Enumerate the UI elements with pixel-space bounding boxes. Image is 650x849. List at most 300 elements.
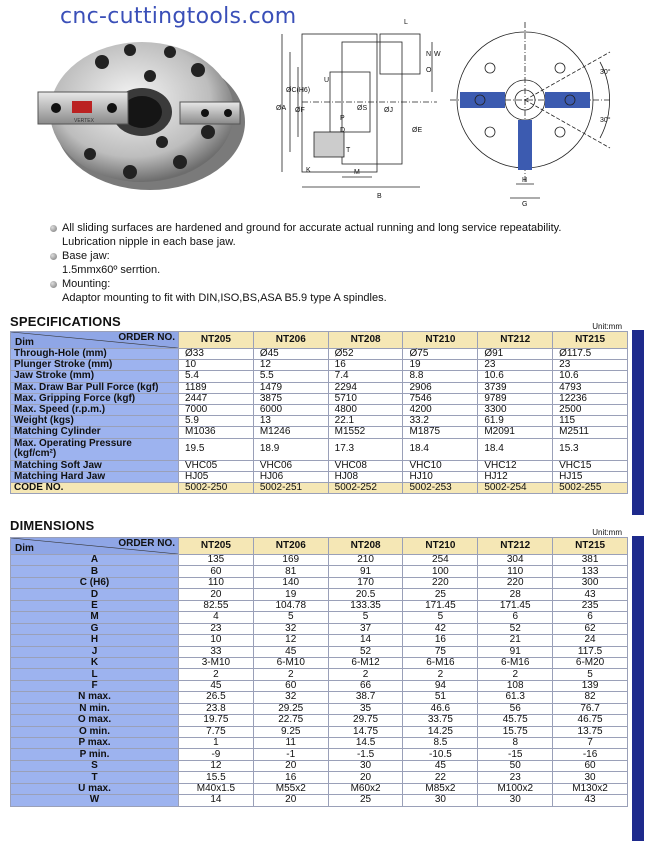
label-N: N	[426, 51, 432, 58]
table-cell: 4200	[403, 404, 478, 415]
dim-label: Dim	[15, 543, 34, 554]
row-label: Matching Soft Jaw	[11, 460, 179, 471]
table-cell: VHC06	[253, 460, 328, 471]
table-cell: 16	[253, 772, 328, 783]
specifications-unit: Unit:mm	[592, 322, 622, 331]
table-cell: 300	[553, 577, 628, 588]
table-cell: 108	[478, 680, 553, 691]
table-cell: 2294	[328, 382, 403, 393]
table-cell: 45	[253, 646, 328, 657]
row-label: H	[11, 635, 179, 646]
label-G: G	[522, 201, 528, 207]
table-cell: 170	[328, 577, 403, 588]
table-cell: 32	[253, 692, 328, 703]
side-accent-bar	[632, 536, 644, 841]
table-cell: -16	[553, 749, 628, 760]
table-cell: M1036	[179, 427, 254, 438]
table-row	[11, 600, 628, 611]
table-cell: 60	[179, 566, 254, 577]
table-row	[11, 427, 628, 438]
row-label: L	[11, 669, 179, 680]
feature-notes	[50, 222, 620, 307]
table-cell: 9789	[478, 393, 553, 404]
label-D: D	[340, 127, 346, 134]
table-row	[11, 795, 628, 806]
label-S: ØS	[357, 105, 368, 112]
table-cell: 12	[179, 760, 254, 771]
row-label: Jaw Stroke (mm)	[11, 371, 179, 382]
note-item	[50, 278, 620, 305]
table-cell: 19.75	[179, 715, 254, 726]
label-K: K	[306, 167, 311, 174]
table-cell: 38.7	[328, 692, 403, 703]
row-label: E	[11, 600, 179, 611]
table-cell: 133	[553, 566, 628, 577]
table-cell: 2	[478, 669, 553, 680]
row-label: A	[11, 555, 179, 566]
row-label: N max.	[11, 692, 179, 703]
table-row	[11, 680, 628, 691]
row-label: G	[11, 623, 179, 634]
table-cell: HJ12	[478, 471, 553, 482]
table-cell: M2091	[478, 427, 553, 438]
table-cell: 12236	[553, 393, 628, 404]
table-cell: 66	[328, 680, 403, 691]
model-header: NT206	[253, 332, 328, 349]
label-O: O	[426, 67, 432, 74]
label-U: U	[324, 77, 330, 84]
table-cell: Ø52	[328, 349, 403, 360]
table-cell: Ø117.5	[553, 349, 628, 360]
dimensions-unit: Unit:mm	[592, 528, 622, 537]
row-label: N min.	[11, 703, 179, 714]
table-cell: 5.5	[253, 371, 328, 382]
table-cell: 16	[403, 635, 478, 646]
table-cell: 18.4	[478, 438, 553, 460]
table-cell: 19.5	[179, 438, 254, 460]
table-cell: 76.7	[553, 703, 628, 714]
table-cell: 22.1	[328, 416, 403, 427]
table-cell: 12	[253, 635, 328, 646]
table-cell: 220	[478, 577, 553, 588]
table-corner-cell	[11, 538, 179, 555]
table-cell: 5002-252	[328, 482, 403, 493]
note-text: Base jaw:	[62, 250, 110, 263]
table-cell: 6-M16	[403, 657, 478, 668]
table-cell: 2500	[553, 404, 628, 415]
table-cell: 4	[179, 612, 254, 623]
table-row	[11, 669, 628, 680]
table-cell: 52	[478, 623, 553, 634]
row-label: U max.	[11, 783, 179, 794]
table-cell: 5002-250	[179, 482, 254, 493]
table-cell: M85x2	[403, 783, 478, 794]
table-row	[11, 566, 628, 577]
table-cell: Ø45	[253, 349, 328, 360]
row-label: C (H6)	[11, 577, 179, 588]
table-cell: 23	[478, 360, 553, 371]
model-header: NT208	[328, 538, 403, 555]
table-cell: 220	[403, 577, 478, 588]
table-row	[11, 703, 628, 714]
table-row	[11, 726, 628, 737]
table-cell: 21	[478, 635, 553, 646]
row-label: Max. Speed (r.p.m.)	[11, 404, 179, 415]
table-cell: 82	[553, 692, 628, 703]
table-cell: 8.8	[403, 371, 478, 382]
table-cell: 14.75	[328, 726, 403, 737]
table-header-row	[11, 538, 628, 555]
table-cell: 2447	[179, 393, 254, 404]
table-cell: 43	[553, 795, 628, 806]
table-cell: 10	[179, 360, 254, 371]
table-cell: 94	[403, 680, 478, 691]
table-cell: 25	[328, 795, 403, 806]
table-cell: 8.5	[403, 738, 478, 749]
table-cell: 18.9	[253, 438, 328, 460]
bullet-icon	[50, 253, 57, 260]
row-label: K	[11, 657, 179, 668]
table-cell: 30	[478, 795, 553, 806]
table-cell: 61.3	[478, 692, 553, 703]
row-label: J	[11, 646, 179, 657]
side-section-drawing	[262, 12, 442, 202]
model-header: NT206	[253, 538, 328, 555]
model-header: NT212	[478, 538, 553, 555]
table-cell: HJ10	[403, 471, 478, 482]
product-figures	[0, 0, 650, 215]
row-label: O max.	[11, 715, 179, 726]
table-cell: -9	[179, 749, 254, 760]
table-cell: 62	[553, 623, 628, 634]
table-cell: 6-M16	[478, 657, 553, 668]
table-row	[11, 692, 628, 703]
table-cell: 30	[328, 760, 403, 771]
row-label: Through-Hole (mm)	[11, 349, 179, 360]
table-corner-cell	[11, 332, 179, 349]
row-label: O min.	[11, 726, 179, 737]
table-cell: 2	[253, 669, 328, 680]
table-cell: 5002-253	[403, 482, 478, 493]
note-text: Lubrication nipple in each base jaw.	[62, 235, 236, 248]
label-H: H	[522, 177, 528, 184]
table-row	[11, 760, 628, 771]
table-cell: 20.5	[328, 589, 403, 600]
table-cell: 12	[253, 360, 328, 371]
table-cell: 46.6	[403, 703, 478, 714]
note-text: Mounting:	[62, 278, 111, 291]
table-cell: 14	[328, 635, 403, 646]
table-cell: 32	[253, 623, 328, 634]
table-cell: 29.25	[253, 703, 328, 714]
table-cell: 2906	[403, 382, 478, 393]
model-header: NT215	[553, 332, 628, 349]
table-cell: 56	[478, 703, 553, 714]
row-label: P max.	[11, 738, 179, 749]
table-cell: 3875	[253, 393, 328, 404]
table-cell: 45	[403, 760, 478, 771]
row-label: Max. Draw Bar Pull Force (kgf)	[11, 382, 179, 393]
table-cell: 15.3	[553, 438, 628, 460]
order-no-label: ORDER NO.	[118, 332, 175, 343]
table-cell: VHC05	[179, 460, 254, 471]
table-cell: 33	[179, 646, 254, 657]
table-cell: 20	[179, 589, 254, 600]
row-label: Max. Gripping Force (kgf)	[11, 393, 179, 404]
table-cell: 1189	[179, 382, 254, 393]
table-cell: 6-M20	[553, 657, 628, 668]
row-label: W	[11, 795, 179, 806]
table-cell: 51	[403, 692, 478, 703]
table-row	[11, 460, 628, 471]
label-A: ØA	[276, 105, 287, 112]
table-cell: M130x2	[553, 783, 628, 794]
table-cell: 26.5	[179, 692, 254, 703]
table-cell: 133.35	[328, 600, 403, 611]
model-header: NT210	[403, 538, 478, 555]
table-cell: Ø33	[179, 349, 254, 360]
table-row	[11, 646, 628, 657]
table-cell: 254	[403, 555, 478, 566]
table-cell: 20	[253, 795, 328, 806]
table-cell: VHC10	[403, 460, 478, 471]
table-cell: M2511	[553, 427, 628, 438]
table-cell: 6-M10	[253, 657, 328, 668]
label-J: ØJ	[384, 107, 393, 114]
table-cell: Ø75	[403, 349, 478, 360]
table-cell: 45	[179, 680, 254, 691]
table-cell: 33.75	[403, 715, 478, 726]
table-cell: 45.75	[478, 715, 553, 726]
dimensions-table	[10, 537, 628, 807]
table-cell: 19	[403, 360, 478, 371]
table-cell: 28	[478, 589, 553, 600]
table-cell: 23	[179, 623, 254, 634]
table-cell: 304	[478, 555, 553, 566]
row-label: CODE NO.	[11, 482, 179, 493]
table-cell: 7	[553, 738, 628, 749]
table-cell: HJ06	[253, 471, 328, 482]
table-row	[11, 393, 628, 404]
table-cell: 10.6	[478, 371, 553, 382]
table-row	[11, 360, 628, 371]
table-cell: 13.75	[553, 726, 628, 737]
table-row	[11, 349, 628, 360]
table-cell: M60x2	[328, 783, 403, 794]
table-cell: 25	[403, 589, 478, 600]
angle-label-bottom: 30°	[600, 117, 611, 124]
table-row	[11, 657, 628, 668]
table-cell: 1479	[253, 382, 328, 393]
table-row	[11, 555, 628, 566]
table-cell: 42	[403, 623, 478, 634]
model-header: NT212	[478, 332, 553, 349]
table-row	[11, 577, 628, 588]
note-item	[50, 250, 620, 277]
table-cell: 3300	[478, 404, 553, 415]
table-cell: 5002-255	[553, 482, 628, 493]
table-row	[11, 589, 628, 600]
dim-label: Dim	[15, 337, 34, 348]
table-cell: 15.5	[179, 772, 254, 783]
table-cell: 22	[403, 772, 478, 783]
label-F: ØF	[295, 107, 305, 114]
table-cell: 3739	[478, 382, 553, 393]
table-cell: 60	[553, 760, 628, 771]
table-cell: 81	[253, 566, 328, 577]
label-M: M	[354, 169, 360, 176]
table-cell: 171.45	[403, 600, 478, 611]
table-cell: 4793	[553, 382, 628, 393]
table-cell: HJ05	[179, 471, 254, 482]
bullet-icon	[50, 281, 57, 288]
angle-label-top: 30°	[600, 69, 611, 76]
svg-text:VERTEX: VERTEX	[74, 118, 94, 124]
table-cell: 33.2	[403, 416, 478, 427]
label-B: B	[377, 193, 382, 200]
row-label: F	[11, 680, 179, 691]
table-cell: 7.4	[328, 371, 403, 382]
table-cell: 14.5	[328, 738, 403, 749]
table-cell: 37	[328, 623, 403, 634]
table-cell: 23	[478, 772, 553, 783]
label-E: ØE	[412, 127, 423, 134]
table-cell: Ø91	[478, 349, 553, 360]
model-header: NT215	[553, 538, 628, 555]
table-cell: 1	[179, 738, 254, 749]
table-row	[11, 612, 628, 623]
table-cell: 14	[179, 795, 254, 806]
table-row	[11, 715, 628, 726]
note-text: Adaptor mounting to fit with DIN,ISO,BS,ASA B5.9 type A spindles.	[62, 291, 387, 304]
table-row	[11, 471, 628, 482]
table-cell: 10	[179, 635, 254, 646]
table-cell: 140	[253, 577, 328, 588]
table-cell: -15	[478, 749, 553, 760]
table-cell: 5.9	[179, 416, 254, 427]
table-cell: VHC12	[478, 460, 553, 471]
table-row	[11, 438, 628, 460]
table-cell: 135	[179, 555, 254, 566]
table-cell: M100x2	[478, 783, 553, 794]
table-cell: 110	[478, 566, 553, 577]
row-label: Plunger Stroke (mm)	[11, 360, 179, 371]
table-cell: -1.5	[328, 749, 403, 760]
note-text: All sliding surfaces are hardened and ground for accurate actual running and long service repeatability.	[62, 222, 562, 234]
table-cell: 2	[403, 669, 478, 680]
table-row	[11, 783, 628, 794]
table-cell: 30	[403, 795, 478, 806]
table-cell: 6	[553, 612, 628, 623]
table-cell: 6000	[253, 404, 328, 415]
table-cell: 91	[328, 566, 403, 577]
table-cell: 7000	[179, 404, 254, 415]
table-cell: 8	[478, 738, 553, 749]
chuck-photo	[30, 22, 245, 192]
row-label: M	[11, 612, 179, 623]
row-label: Weight (kgs)	[11, 416, 179, 427]
label-L: L	[404, 19, 408, 26]
table-cell: 5	[328, 612, 403, 623]
table-cell: 235	[553, 600, 628, 611]
model-header: NT208	[328, 332, 403, 349]
table-cell: 5	[403, 612, 478, 623]
label-C: ØC(H6)	[286, 87, 311, 94]
row-label: Max. Operating Pressure (kgf/cm²)	[11, 438, 179, 460]
table-cell: 14.25	[403, 726, 478, 737]
table-cell: 15.75	[478, 726, 553, 737]
table-cell: VHC08	[328, 460, 403, 471]
table-cell: 171.45	[478, 600, 553, 611]
table-cell: 43	[553, 589, 628, 600]
table-cell: M1552	[328, 427, 403, 438]
table-cell: HJ15	[553, 471, 628, 482]
table-cell: 23.8	[179, 703, 254, 714]
bullet-icon	[50, 225, 57, 232]
table-cell: 11	[253, 738, 328, 749]
table-row	[11, 416, 628, 427]
table-cell: -10.5	[403, 749, 478, 760]
label-P: P	[340, 115, 345, 122]
table-cell: 61.9	[478, 416, 553, 427]
table-cell: 23	[553, 360, 628, 371]
table-cell: 9.25	[253, 726, 328, 737]
table-cell: 13	[253, 416, 328, 427]
row-label: Matching Cylinder	[11, 427, 179, 438]
table-cell: 210	[328, 555, 403, 566]
table-cell: 7.75	[179, 726, 254, 737]
table-row	[11, 404, 628, 415]
table-cell: 169	[253, 555, 328, 566]
table-cell: 117.5	[553, 646, 628, 657]
table-cell: -1	[253, 749, 328, 760]
label-T: T	[346, 147, 351, 154]
table-cell: 2	[328, 669, 403, 680]
specifications-title: SPECIFICATIONS	[10, 314, 121, 329]
table-row	[11, 382, 628, 393]
table-cell: 5	[253, 612, 328, 623]
table-row	[11, 749, 628, 760]
site-watermark: cnc-cuttingtools.com	[60, 4, 297, 29]
table-cell: 91	[478, 646, 553, 657]
table-cell: 7546	[403, 393, 478, 404]
table-cell: 50	[478, 760, 553, 771]
label-W: W	[434, 51, 441, 58]
table-cell: 18.4	[403, 438, 478, 460]
table-header-row	[11, 332, 628, 349]
table-cell: 22.75	[253, 715, 328, 726]
table-cell: 5	[553, 669, 628, 680]
table-cell: 104.78	[253, 600, 328, 611]
model-header: NT205	[179, 332, 254, 349]
row-label: P min.	[11, 749, 179, 760]
model-header: NT205	[179, 538, 254, 555]
table-cell: 6	[478, 612, 553, 623]
table-cell: 100	[403, 566, 478, 577]
table-row	[11, 635, 628, 646]
table-cell: 30	[553, 772, 628, 783]
table-cell: 46.75	[553, 715, 628, 726]
table-row	[11, 738, 628, 749]
table-cell: 6-M12	[328, 657, 403, 668]
table-row	[11, 371, 628, 382]
note-item	[50, 222, 620, 249]
table-cell: 5002-251	[253, 482, 328, 493]
table-cell: M40x1.5	[179, 783, 254, 794]
row-label: S	[11, 760, 179, 771]
table-cell: 20	[253, 760, 328, 771]
order-no-label: ORDER NO.	[118, 538, 175, 549]
